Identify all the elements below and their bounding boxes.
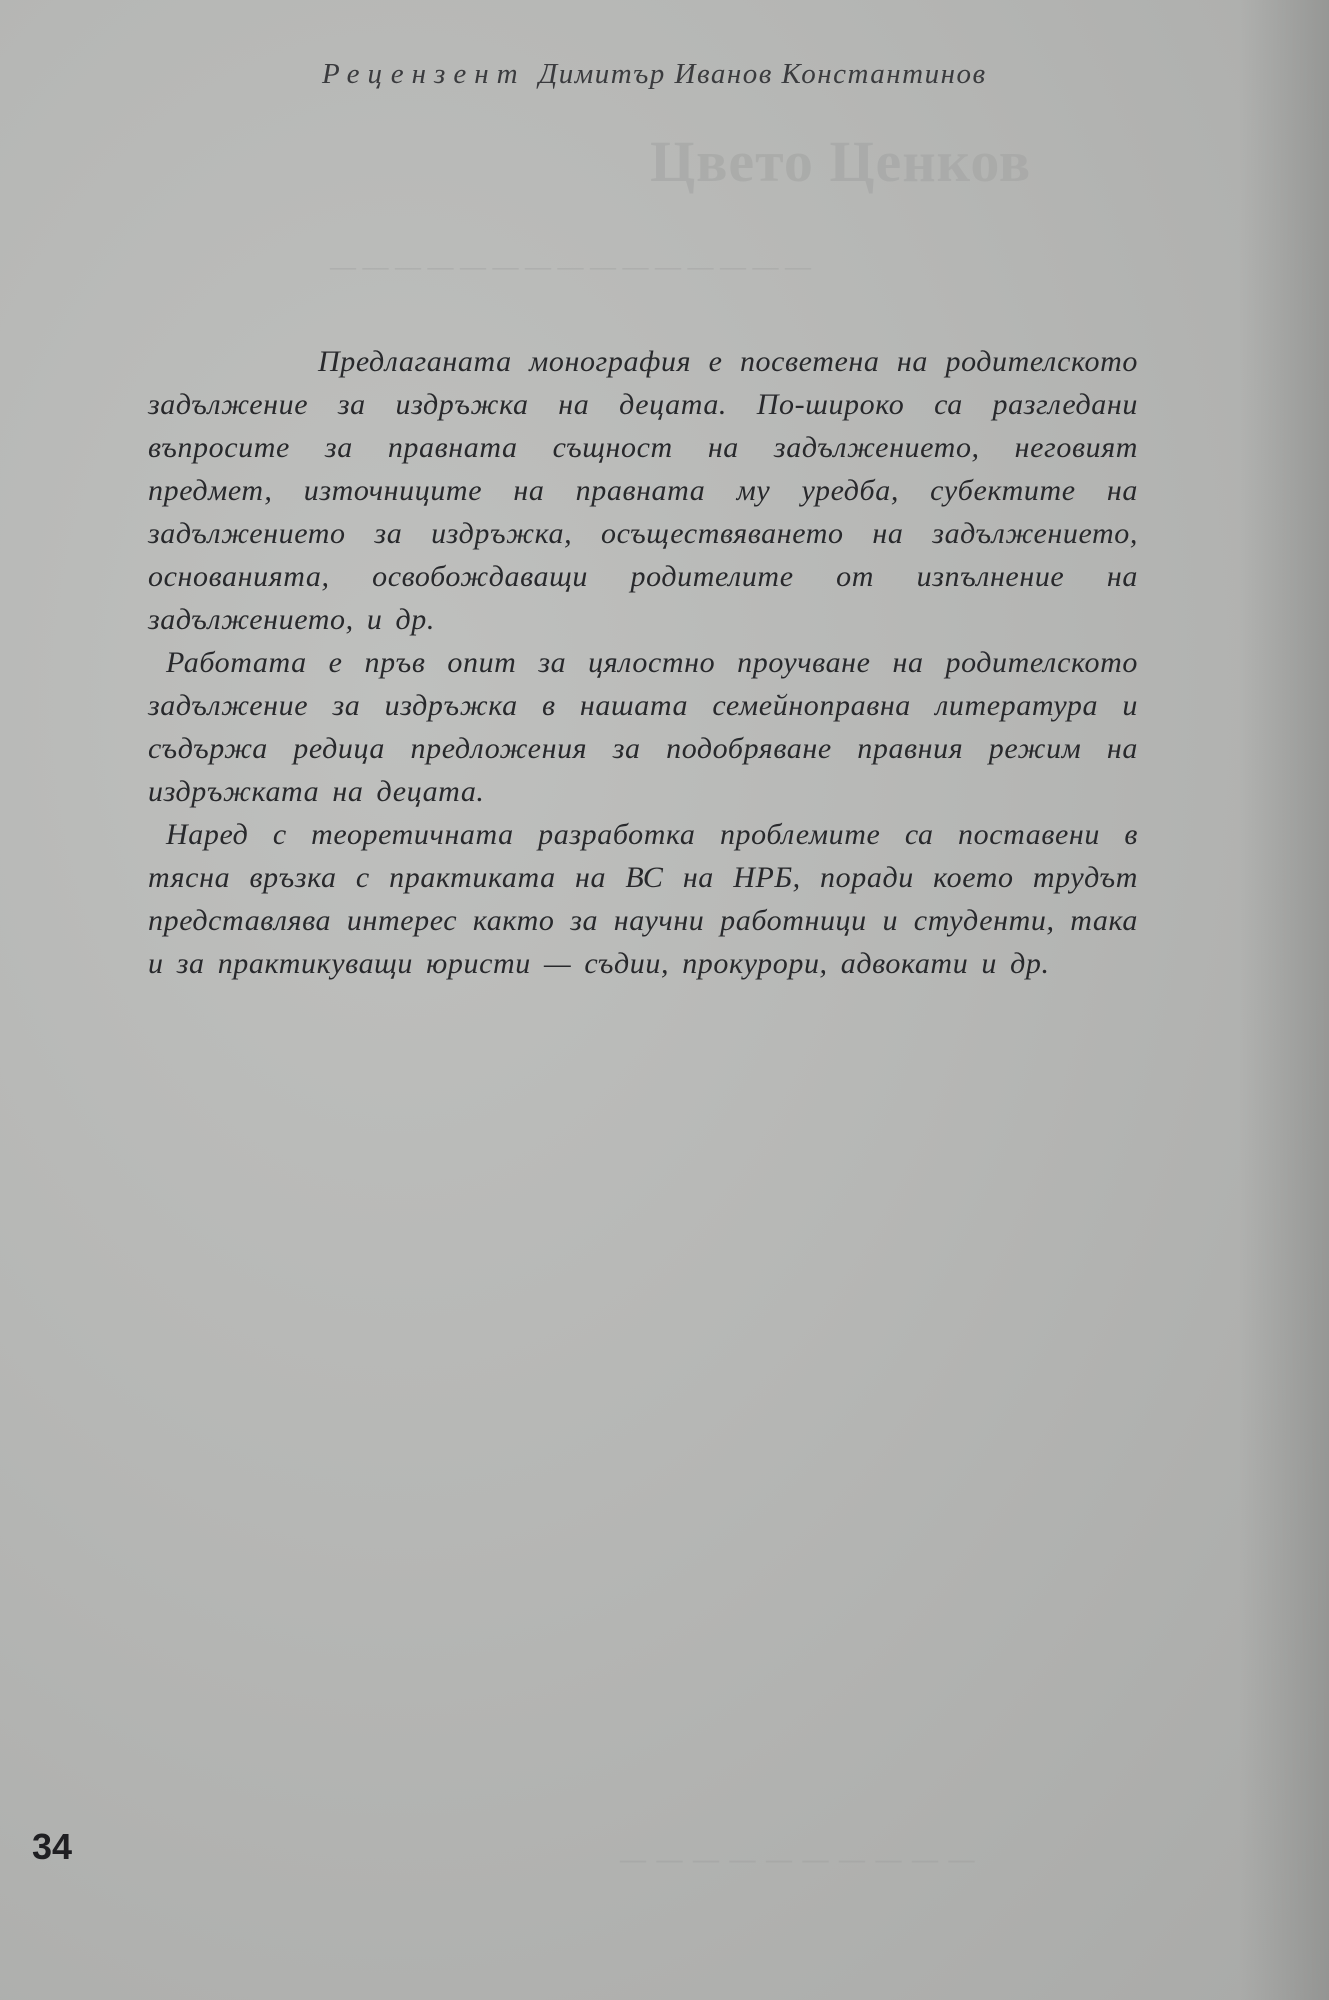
reviewer-role: Рецензент: [322, 58, 526, 90]
paragraph: Наред с теоретичната разработка проблемите са поставени в тясна връзка с практиката на ВС на НРБ, поради което трудът представлява интерес както за научни работници и студенти, така и за практикуващи юристи — съдии, прокурори, адвокати и др.: [148, 818, 1138, 980]
page-number: 34: [32, 1826, 73, 1867]
bleed-through-title: Цвето Ценков: [650, 129, 1032, 194]
reviewer-line: [322, 58, 987, 91]
paragraph: Предлаганата монография е посветена на родителското задължение за издръжка на децата. По-широко са разгледани въпросите за правната същност на задължението, неговият предмет, източниците на правната му уредба, субектите на задължението за издръжка, осъществяването на задължението, основанията, освобождаващи родителите от изпълнение на задължението, и др.: [148, 345, 1138, 636]
annotation-text: [148, 340, 1138, 985]
paragraph: Работата е пръв опит за цялостно проучване на родителското задължение за издръжка в нашата семейноправна литература и съдържа редица предложения за подобряване правния режим на издръжката на децата.: [148, 646, 1138, 808]
page-edge-shadow: [1239, 0, 1329, 2000]
bleed-through-footer: — — — — — — — — — —: [620, 1845, 977, 1874]
bleed-through-text: — — — — — — — — — — — — — — —: [330, 252, 811, 281]
reviewer-name: Димитър Иванов Константинов: [538, 58, 987, 90]
